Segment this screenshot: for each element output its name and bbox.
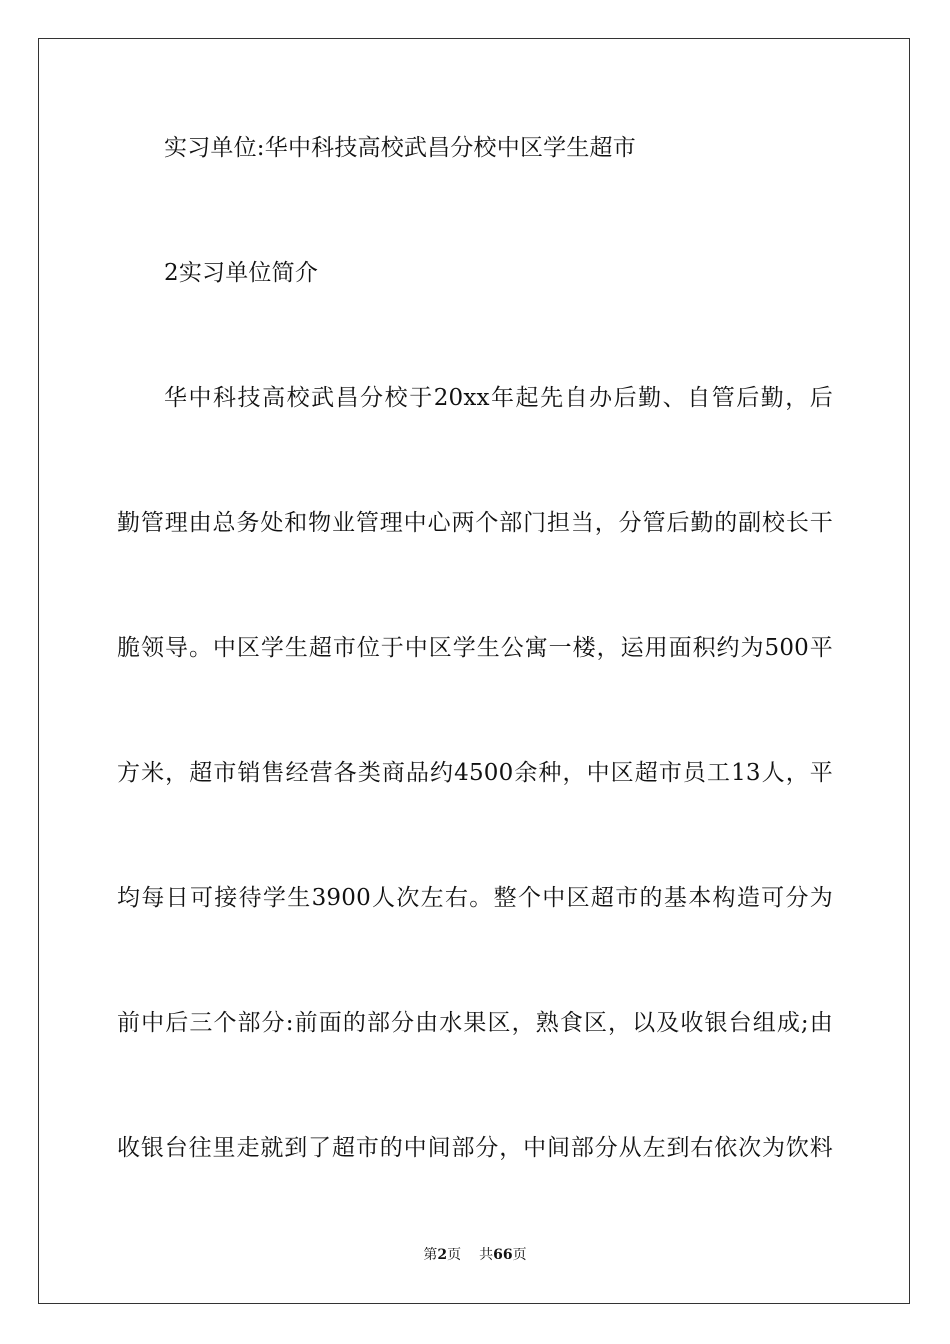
total-suffix: 页 (512, 1247, 527, 1263)
page-border (38, 38, 910, 1304)
paragraph-line: 勤管理由总务处和物业管理中心两个部门担当，分管后勤的副校长干 (117, 510, 833, 536)
paragraph-line: 前中后三个部分:前面的部分由水果区，熟食区，以及收银台组成;由 (117, 1010, 833, 1036)
paragraph-line: 脆领导。中区学生超市位于中区学生公寓一楼，运用面积约为500平 (117, 635, 833, 661)
page-footer (0, 1246, 950, 1264)
page-suffix: 页 (447, 1247, 462, 1263)
paragraph-line: 方米，超市销售经营各类商品约4500余种，中区超市员工13人，平 (117, 760, 833, 786)
paragraph-line: 收银台往里走就到了超市的中间部分，中间部分从左到右依次为饮料 (117, 1135, 833, 1161)
total-pages: 66 (493, 1247, 513, 1263)
section-heading: 2实习单位简介 (164, 260, 319, 286)
paragraph-line: 均每日可接待学生3900人次左右。整个中区超市的基本构造可分为 (117, 885, 833, 911)
paragraph-line: 华中科技高校武昌分校于20xx年起先自办后勤、自管后勤，后 (164, 385, 833, 411)
page-prefix: 第 (423, 1247, 438, 1263)
internship-unit-line: 实习单位:华中科技高校武昌分校中区学生超市 (164, 135, 636, 161)
page-number: 2 (437, 1247, 448, 1263)
total-prefix: 共 (479, 1247, 494, 1263)
